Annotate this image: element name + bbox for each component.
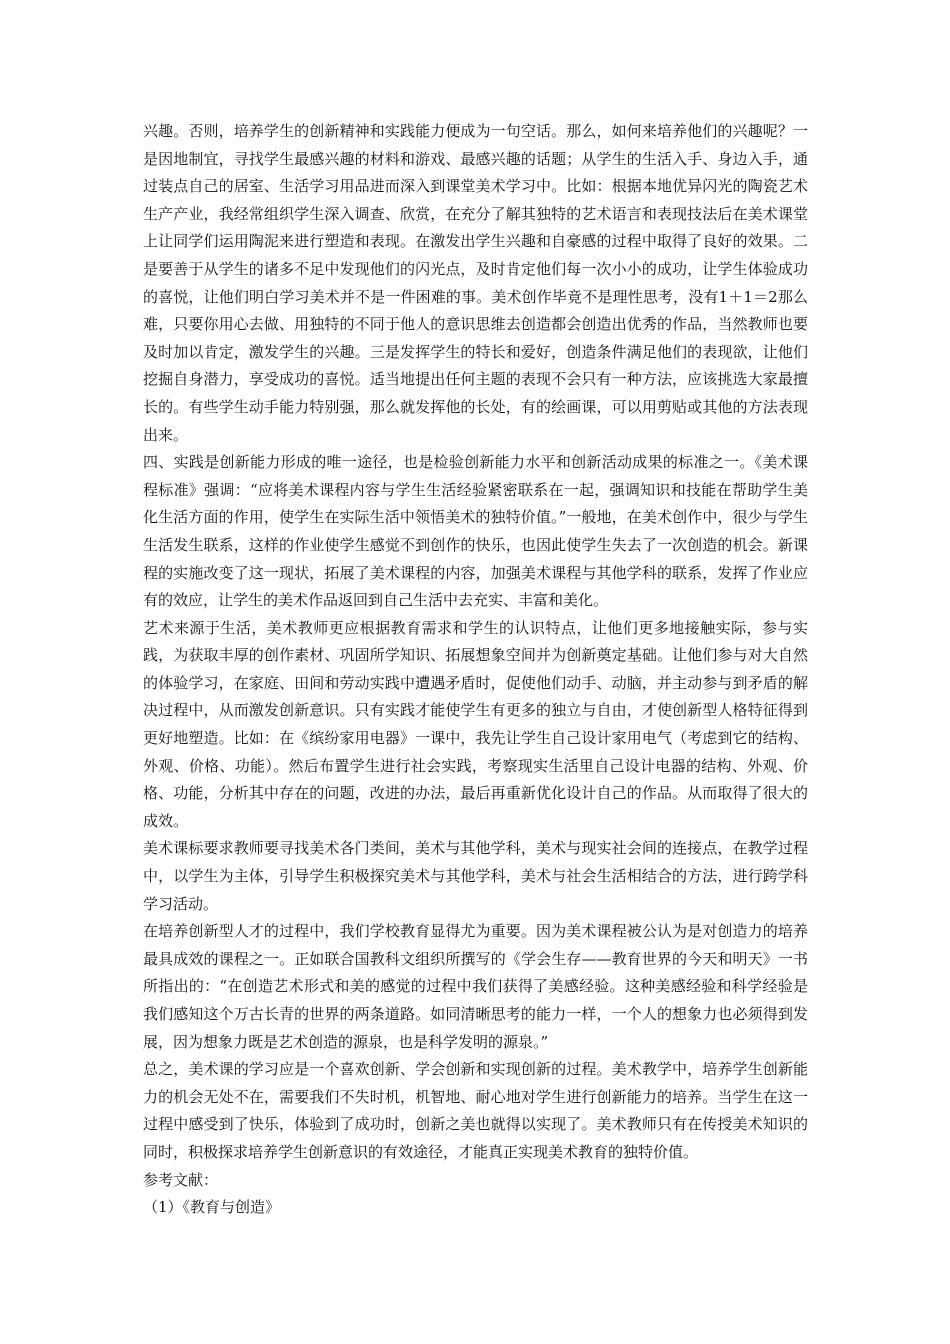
- reference-item: （1）《教育与创造》: [143, 1198, 281, 1217]
- references-heading: 参考文献：: [143, 1170, 219, 1189]
- paragraph-conclusion: 总之，美术课的学习应是一个喜欢创新、学会创新和实现创新的过程。美术教学中，培养学生创新能力的机会无处不在，需要我们不失时机，机智地、耐心地对学生进行创新能力的培养。当学生在这一过程中感受到了快乐，体验到了成功时，创新之美也就得以实现了。美术教师只有在传授美术知识的同时，积极探求培养学生创新意识的有效途径，才能真正实现美术教育的独特价值。: [143, 1060, 808, 1161]
- paragraph-curriculum-standards: 美术课标要求教师要寻找美术各门类间，美术与其他学科，美术与现实社会间的连接点，在教学过程中，以学生为主体，引导学生积极探究美术与其他学科，美术与社会生活相结合的方法，进行跨学科学习活动。: [143, 839, 808, 913]
- document-body: [143, 118, 808, 1222]
- paragraph-school-education: 在培养创新型人才的过程中，我们学校教育显得尤为重要。因为美术课程被公认为是对创造力的培养最具成效的课程之一。正如联合国教科文组织所撰写的《学会生存——教育世界的今天和明天》一书所指出的：“在创造艺术形式和美的感觉的过程中我们获得了美感经验。这种美感经验和科学经验是我们感知这个万古长青的世界的两条道路。如同清晰思考的能力一样，一个人的想象力也必须得到发展，因为想象力既是艺术创造的源泉，也是科学发明的源泉。”: [143, 922, 808, 1051]
- paragraph-practice: 四、实践是创新能力形成的唯一途径，也是检验创新能力水平和创新活动成果的标准之一。《美术课程标准》强调：“应将美术课程内容与学生生活经验紧密联系在一起，强调知识和技能在帮助学生美化生活方面的作用，使学生在实际生活中领悟美术的独特价值。”一般地，在美术创作中，很少与学生生活发生联系，这样的作业使学生感觉不到创作的快乐，也因此使学生失去了一次创造的机会。新课程的实施改变了这一现状，拓展了美术课程的内容，加强美术课程与其他学科的联系，发挥了作业应有的效应，让学生的美术作品返回到自己生活中去充实、丰富和美化。: [143, 453, 808, 610]
- paragraph-art-from-life: 艺术来源于生活，美术教师更应根据教育需求和学生的认识特点，让他们更多地接触实际，参与实践，为获取丰厚的创作素材、巩固所学知识、拓展想象空间并为创新奠定基础。让他们参与对大自然的体验学习，在家庭、田间和劳动实践中遭遇矛盾时，促使他们动手、动脑，并主动参与到矛盾的解决过程中，从而激发创新意识。只有实践才能使学生有更多的独立与自由，才使创新型人格特征得到更好地塑造。比如：在《缤纷家用电器》一课中，我先让学生自己设计家用电气（考虑到它的结构、外观、价格、功能）。然后布置学生进行社会实践，考察现实生活里自己设计电器的结构、外观、价格、功能，分析其中存在的问题，改进的办法，最后再重新优化设计自己的作品。从而取得了很大的成效。: [143, 618, 808, 830]
- paragraph-interest-cultivation: 兴趣。否则，培养学生的创新精神和实践能力便成为一句空话。那么，如何来培养他们的兴趣呢？一是因地制宜，寻找学生最感兴趣的材料和游戏、最感兴趣的话题；从学生的生活入手、身边入手，通过装点自己的居室、生活学习用品进而深入到课堂美术学习中。比如：根据本地优异闪光的陶瓷艺术生产产业，我经常组织学生深入调查、欣赏，在充分了解其独特的艺术语言和表现技法后在美术课堂上让同学们运用陶泥来进行塑造和表现。在激发出学生兴趣和自豪感的过程中取得了良好的效果。二是要善于从学生的诸多不足中发现他们的闪光点，及时肯定他们每一次小小的成功，让学生体验成功的喜悦，让他们明白学习美术并不是一件困难的事。美术创作毕竟不是理性思考，没有1＋1＝2那么难，只要你用心去做、用独特的不同于他人的意识思维去创造都会创造出优秀的作品，当然教师也要及时加以肯定，激发学生的兴趣。三是发挥学生的特长和爱好，创造条件满足他们的表现欲，让他们挖掘自身潜力，享受成功的喜悦。适当地提出任何主题的表现不会只有一种方法，应该挑选大家最擅长的。有些学生动手能力特别强，那么就发挥他的长处，有的绘画课，可以用剪贴或其他的方法表现出来。: [143, 122, 808, 444]
